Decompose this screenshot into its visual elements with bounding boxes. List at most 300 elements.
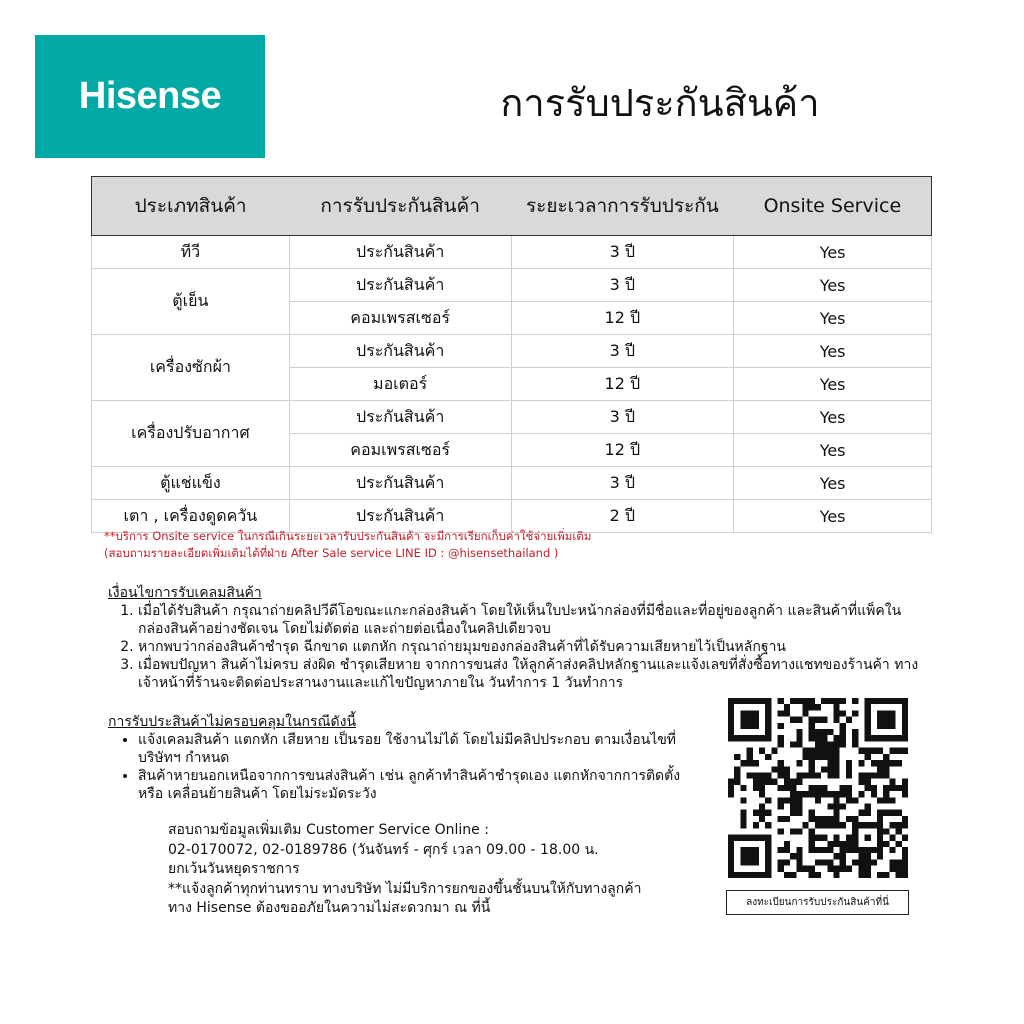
exclusion-item: • แจ้งเคลมสินค้า แตกหัก เสียหาย เป็นรอย ใช้งานไม่ได้ โดยไม่มีคลิปประกอบ ตามเงื่อนไขที่บริษัทฯ กำหนด xyxy=(138,731,708,767)
qr-module xyxy=(765,810,771,816)
qr-module xyxy=(840,785,846,791)
duration-cell: 3 ปี xyxy=(511,401,734,434)
page-title: การรับประกันสินค้า xyxy=(500,81,820,125)
table-row xyxy=(92,401,932,434)
qr-module xyxy=(889,797,895,803)
qr-module xyxy=(815,835,821,841)
qr-module xyxy=(883,760,889,766)
qr-module xyxy=(784,847,790,853)
qr-module xyxy=(790,779,796,785)
qr-module xyxy=(827,859,833,865)
qr-module xyxy=(902,853,908,859)
qr-module xyxy=(790,828,796,834)
qr-module xyxy=(889,779,895,785)
qr-module xyxy=(784,785,790,791)
warranty-type-cell: คอมเพรสเซอร์ xyxy=(289,302,511,335)
qr-module xyxy=(896,828,902,834)
logo-text: Hisense xyxy=(78,75,222,117)
qr-module xyxy=(846,791,852,797)
qr-module xyxy=(840,723,846,729)
qr-module xyxy=(778,723,784,729)
qr-module xyxy=(778,766,784,772)
qr-module xyxy=(852,859,858,865)
qr-module xyxy=(889,748,895,754)
qr-module xyxy=(840,741,846,747)
qr-module xyxy=(796,772,802,778)
qr-module xyxy=(827,760,833,766)
qr-module xyxy=(846,760,852,766)
qr-module xyxy=(858,748,864,754)
qr-module xyxy=(821,766,827,772)
qr-module xyxy=(871,772,877,778)
qr-module xyxy=(809,729,815,735)
qr-module xyxy=(809,872,815,878)
qr-module xyxy=(865,853,871,859)
duration-cell: 2 ปี xyxy=(511,500,734,533)
qr-module xyxy=(896,859,902,865)
qr-module xyxy=(834,816,840,822)
qr-module xyxy=(796,859,802,865)
qr-module xyxy=(834,804,840,810)
qr-module xyxy=(802,791,808,797)
qr-module xyxy=(796,866,802,872)
qr-module xyxy=(784,797,790,803)
qr-module xyxy=(877,772,883,778)
qr-module xyxy=(809,698,815,704)
qr-module xyxy=(840,791,846,797)
qr-module xyxy=(889,760,895,766)
duration-cell: 3 ปี xyxy=(511,467,734,500)
qr-module xyxy=(771,779,777,785)
qr-module xyxy=(896,822,902,828)
table-row xyxy=(92,236,932,269)
qr-module xyxy=(883,797,889,803)
qr-module xyxy=(821,717,827,723)
table-row xyxy=(92,335,932,368)
qr-module xyxy=(896,841,902,847)
qr-module xyxy=(815,859,821,865)
qr-module xyxy=(809,754,815,760)
qr-module xyxy=(896,810,902,816)
qr-module xyxy=(865,779,871,785)
qr-module xyxy=(734,754,740,760)
qr-module xyxy=(858,866,864,872)
contact-info xyxy=(168,821,728,919)
note-line: (สอบถามรายละเอียดเพิ่มเติมได้ที่ฝ่าย After Sale service LINE ID : @hisensethailand ) xyxy=(104,546,559,560)
qr-module xyxy=(809,760,815,766)
qr-module xyxy=(740,816,746,822)
qr-module xyxy=(784,772,790,778)
qr-module xyxy=(834,866,840,872)
qr-module xyxy=(802,710,808,716)
category-cell: ทีวี xyxy=(92,236,290,269)
qr-module xyxy=(834,766,840,772)
qr-module xyxy=(827,822,833,828)
onsite-cell: Yes xyxy=(734,500,932,533)
column-header: Onsite Service xyxy=(734,177,932,236)
qr-module xyxy=(815,704,821,710)
exclusions xyxy=(108,713,708,803)
qr-module xyxy=(852,816,858,822)
qr-module xyxy=(877,760,883,766)
qr-module xyxy=(784,841,790,847)
qr-module xyxy=(759,772,765,778)
qr-module xyxy=(778,785,784,791)
qr-module xyxy=(796,828,802,834)
qr-module xyxy=(802,748,808,754)
qr-module xyxy=(865,748,871,754)
qr-module xyxy=(821,847,827,853)
qr-module xyxy=(734,766,740,772)
qr-module xyxy=(871,748,877,754)
qr-module xyxy=(790,698,796,704)
qr-module xyxy=(740,847,759,866)
qr-module xyxy=(809,723,815,729)
qr-module xyxy=(840,735,846,741)
qr-module xyxy=(858,810,864,816)
qr-module xyxy=(821,735,827,741)
qr-module xyxy=(815,748,821,754)
qr-module xyxy=(865,872,871,878)
exclusion-item: • สินค้าหายนอกเหนือจากการขนส่งสินค้า เช่น ลูกค้าทำสินค้าชำรุดเอง แตกหักจากการติดตั้ง หรือ เคลื่อนย้ายสินค้า โดยไม่ระมัดระวัง xyxy=(138,767,708,803)
qr-module xyxy=(840,859,846,865)
qr-module xyxy=(778,804,784,810)
qr-module xyxy=(802,866,808,872)
column-header: ประเภทสินค้า xyxy=(92,177,290,236)
qr-module xyxy=(821,748,827,754)
onsite-cell: Yes xyxy=(734,335,932,368)
qr-module xyxy=(802,754,808,760)
qr-module xyxy=(840,847,846,853)
category-cell: ตู้แช่แข็ง xyxy=(92,467,290,500)
category-cell: เตา , เครื่องดูดควัน xyxy=(92,500,290,533)
qr-module xyxy=(815,741,821,747)
qr-module xyxy=(778,710,784,716)
qr-module xyxy=(883,772,889,778)
qr-module xyxy=(759,810,765,816)
qr-module xyxy=(877,872,883,878)
qr-module xyxy=(778,866,784,872)
qr-module xyxy=(796,741,802,747)
qr-module xyxy=(858,872,864,878)
qr-module xyxy=(902,859,908,865)
table-row xyxy=(92,269,932,302)
qr-module xyxy=(846,785,852,791)
qr-module xyxy=(784,704,790,710)
qr-module xyxy=(858,779,864,785)
qr-module xyxy=(821,816,827,822)
qr-module xyxy=(827,841,833,847)
qr-module xyxy=(753,772,759,778)
qr-module xyxy=(840,841,846,847)
qr-module xyxy=(889,835,895,841)
qr-module xyxy=(753,779,759,785)
qr-module xyxy=(740,822,746,828)
warranty-type-cell: ประกันสินค้า xyxy=(289,335,511,368)
qr-module xyxy=(790,791,796,797)
qr-module xyxy=(827,816,833,822)
conditions-heading: เงื่อนไขการรับเคลมสินค้า xyxy=(108,585,262,601)
qr-module xyxy=(753,785,759,791)
qr-module xyxy=(827,847,833,853)
qr-module xyxy=(883,828,889,834)
qr-module xyxy=(771,766,777,772)
qr-module xyxy=(834,841,840,847)
condition-item: 1. เมื่อได้รับสินค้า กรุณาถ่ายคลิปวีดีโอขณะแกะกล่องสินค้า โดยให้เห็นใบปะหน้ากล่องที่มีชื่อและที่อยู่ของลูกค้า และสินค้าที่แพ็คในกล่องสินค้าอย่างชัดเจน โดยไม่ตัดต่อ และถ่ายต่อเนื่องในคลิปเดียวจบ xyxy=(138,602,928,638)
warranty-table xyxy=(91,176,932,533)
qr-module xyxy=(784,816,790,822)
qr-module xyxy=(809,704,815,710)
qr-module xyxy=(815,822,821,828)
qr-module xyxy=(809,866,815,872)
qr-module xyxy=(827,766,833,772)
qr-module xyxy=(815,847,821,853)
qr-module xyxy=(902,785,908,791)
qr-module xyxy=(821,729,827,735)
qr-module xyxy=(877,853,883,859)
qr-module xyxy=(778,859,784,865)
qr-module xyxy=(834,791,840,797)
qr-module xyxy=(821,741,827,747)
qr-module xyxy=(815,772,821,778)
qr-module xyxy=(778,828,784,834)
qr-module xyxy=(740,785,746,791)
contact-phone: 02-0170072, 02-0189786 (วันจันทร์ - ศุกร์ เวลา 09.00 - 18.00 น. xyxy=(168,841,599,858)
qr-module xyxy=(865,835,871,841)
qr-module xyxy=(747,754,753,760)
qr-module xyxy=(852,735,858,741)
qr-module xyxy=(902,748,908,754)
qr-module xyxy=(765,797,771,803)
qr-module xyxy=(747,772,753,778)
qr-module xyxy=(827,754,833,760)
qr-module xyxy=(846,841,852,847)
qr-module xyxy=(834,835,840,841)
qr-module xyxy=(877,816,883,822)
qr-module xyxy=(809,847,815,853)
qr-module xyxy=(809,810,815,816)
qr-module xyxy=(796,810,802,816)
qr-module xyxy=(834,754,840,760)
qr-module xyxy=(834,698,840,704)
qr-module xyxy=(834,822,840,828)
qr-module xyxy=(778,760,784,766)
onsite-cell: Yes xyxy=(734,467,932,500)
qr-module xyxy=(809,828,815,834)
qr-module xyxy=(815,729,821,735)
qr-module xyxy=(784,710,790,716)
qr-module xyxy=(809,785,815,791)
qr-module xyxy=(871,760,877,766)
onsite-cell: Yes xyxy=(734,236,932,269)
qr-module xyxy=(834,872,840,878)
qr-module xyxy=(889,859,895,865)
qr-module xyxy=(889,847,895,853)
qr-module xyxy=(902,822,908,828)
qr-module xyxy=(759,791,765,797)
qr-module xyxy=(858,859,864,865)
qr-module xyxy=(778,797,784,803)
qr-module xyxy=(852,797,858,803)
qr-module xyxy=(858,760,864,766)
qr-module xyxy=(740,760,746,766)
qr-module xyxy=(790,797,796,803)
qr-module xyxy=(809,835,815,841)
duration-cell: 3 ปี xyxy=(511,335,734,368)
qr-module xyxy=(753,822,759,828)
warranty-type-cell: ประกันสินค้า xyxy=(289,500,511,533)
qr-module xyxy=(796,779,802,785)
qr-module xyxy=(852,741,858,747)
qr-module xyxy=(827,698,833,704)
qr-module xyxy=(809,841,815,847)
qr-module xyxy=(815,717,821,723)
qr-module xyxy=(834,772,840,778)
qr-module xyxy=(784,859,790,865)
qr-module xyxy=(865,785,871,791)
qr-module xyxy=(834,748,840,754)
qr-module xyxy=(728,791,734,797)
qr-module xyxy=(840,866,846,872)
contact-line: ยกเว้นวันหยุดราชการ xyxy=(168,861,300,877)
qr-module xyxy=(871,791,877,797)
qr-module xyxy=(883,841,889,847)
qr-module xyxy=(889,785,895,791)
qr-module xyxy=(765,754,771,760)
qr-module xyxy=(821,835,827,841)
qr-module xyxy=(865,866,871,872)
qr-module xyxy=(778,741,784,747)
qr-module xyxy=(883,791,889,797)
category-cell: เครื่องซักผ้า xyxy=(92,335,290,401)
qr-module xyxy=(759,804,765,810)
qr-module xyxy=(784,766,790,772)
qr-module xyxy=(809,816,815,822)
qr-module xyxy=(815,872,821,878)
qr-module xyxy=(796,847,802,853)
qr-module xyxy=(889,810,895,816)
qr-module xyxy=(846,797,852,803)
category-cell: เครื่องปรับอากาศ xyxy=(92,401,290,467)
qr-module xyxy=(865,754,871,760)
qr-module xyxy=(883,785,889,791)
qr-module xyxy=(827,772,833,778)
duration-cell: 12 ปี xyxy=(511,302,734,335)
qr-code[interactable] xyxy=(728,698,908,878)
qr-module xyxy=(790,853,796,859)
qr-module xyxy=(846,835,852,841)
duration-cell: 3 ปี xyxy=(511,269,734,302)
qr-module xyxy=(796,698,802,704)
qr-module xyxy=(809,766,815,772)
qr-module xyxy=(883,754,889,760)
qr-module xyxy=(877,766,883,772)
qr-module xyxy=(883,766,889,772)
qr-module xyxy=(821,754,827,760)
qr-module xyxy=(753,760,759,766)
qr-module xyxy=(802,772,808,778)
qr-module xyxy=(883,872,889,878)
qr-module xyxy=(759,785,765,791)
exclusions-heading: การรับประสินค้าไม่ครอบคลุมในกรณีดังนี้ xyxy=(108,714,357,730)
qr-module xyxy=(821,822,827,828)
qr-module xyxy=(827,866,833,872)
condition-item: 2. หากพบว่ากล่องสินค้าชำรุด ฉีกขาด แตกหัก กรุณาถ่ายมุมของกล่องสินค้าที่ได้รับความเสียหายไว้เป็นหลักฐาน xyxy=(138,638,928,656)
qr-module xyxy=(790,804,796,810)
qr-module xyxy=(902,847,908,853)
warranty-type-cell: ประกันสินค้า xyxy=(289,401,511,434)
qr-module xyxy=(790,741,796,747)
qr-module xyxy=(740,797,746,803)
qr-module xyxy=(889,822,895,828)
qr-module xyxy=(784,872,790,878)
qr-module xyxy=(834,797,840,803)
qr-module xyxy=(753,810,759,816)
qr-module xyxy=(790,872,796,878)
qr-module xyxy=(871,859,877,865)
qr-module xyxy=(778,816,784,822)
qr-module xyxy=(802,704,808,710)
qr-module xyxy=(796,797,802,803)
warranty-type-cell: ประกันสินค้า xyxy=(289,269,511,302)
warranty-type-cell: ประกันสินค้า xyxy=(289,467,511,500)
onsite-cell: Yes xyxy=(734,401,932,434)
qr-module xyxy=(771,748,777,754)
qr-module xyxy=(778,772,784,778)
qr-module xyxy=(902,866,908,872)
contact-line: **แจ้งลูกค้าทุกท่านทราบ ทางบริษัท ไม่มีบริการยกของขึ้นชั้นบนให้กับทางลูกค้า xyxy=(168,880,642,897)
qr-register-label[interactable]: ลงทะเบียนการรับประกันสินค้าที่นี่ xyxy=(726,890,909,915)
qr-module xyxy=(902,816,908,822)
qr-module xyxy=(865,810,871,816)
qr-module xyxy=(815,816,821,822)
qr-module xyxy=(902,872,908,878)
qr-module xyxy=(784,779,790,785)
duration-cell: 12 ปี xyxy=(511,368,734,401)
qr-module xyxy=(809,748,815,754)
qr-module xyxy=(896,872,902,878)
qr-module xyxy=(796,804,802,810)
qr-module xyxy=(759,816,765,822)
qr-module xyxy=(815,735,821,741)
qr-module xyxy=(896,760,902,766)
qr-module xyxy=(765,779,771,785)
qr-module xyxy=(790,785,796,791)
category-cell: ตู้เย็น xyxy=(92,269,290,335)
contact-line: สอบถามข้อมูลเพิ่มเติม Customer Service Online : xyxy=(168,822,489,838)
qr-module xyxy=(759,748,765,754)
contact-line: ทาง Hisense ต้องขออภัยในความไม่สะดวกมา ณ ที่นี้ xyxy=(168,900,491,916)
warranty-type-cell: ประกันสินค้า xyxy=(289,236,511,269)
qr-module xyxy=(834,710,840,716)
qr-module xyxy=(790,810,796,816)
qr-module xyxy=(821,698,827,704)
qr-module xyxy=(765,822,771,828)
qr-module xyxy=(834,810,840,816)
hisense-logo xyxy=(35,35,265,158)
qr-module xyxy=(846,847,852,853)
qr-module xyxy=(877,748,883,754)
qr-module xyxy=(902,791,908,797)
qr-module xyxy=(740,710,759,729)
qr-module xyxy=(877,797,883,803)
qr-module xyxy=(815,797,821,803)
qr-module xyxy=(809,717,815,723)
qr-module xyxy=(809,772,815,778)
qr-module xyxy=(827,729,833,735)
qr-module xyxy=(889,866,895,872)
qr-module xyxy=(846,717,852,723)
